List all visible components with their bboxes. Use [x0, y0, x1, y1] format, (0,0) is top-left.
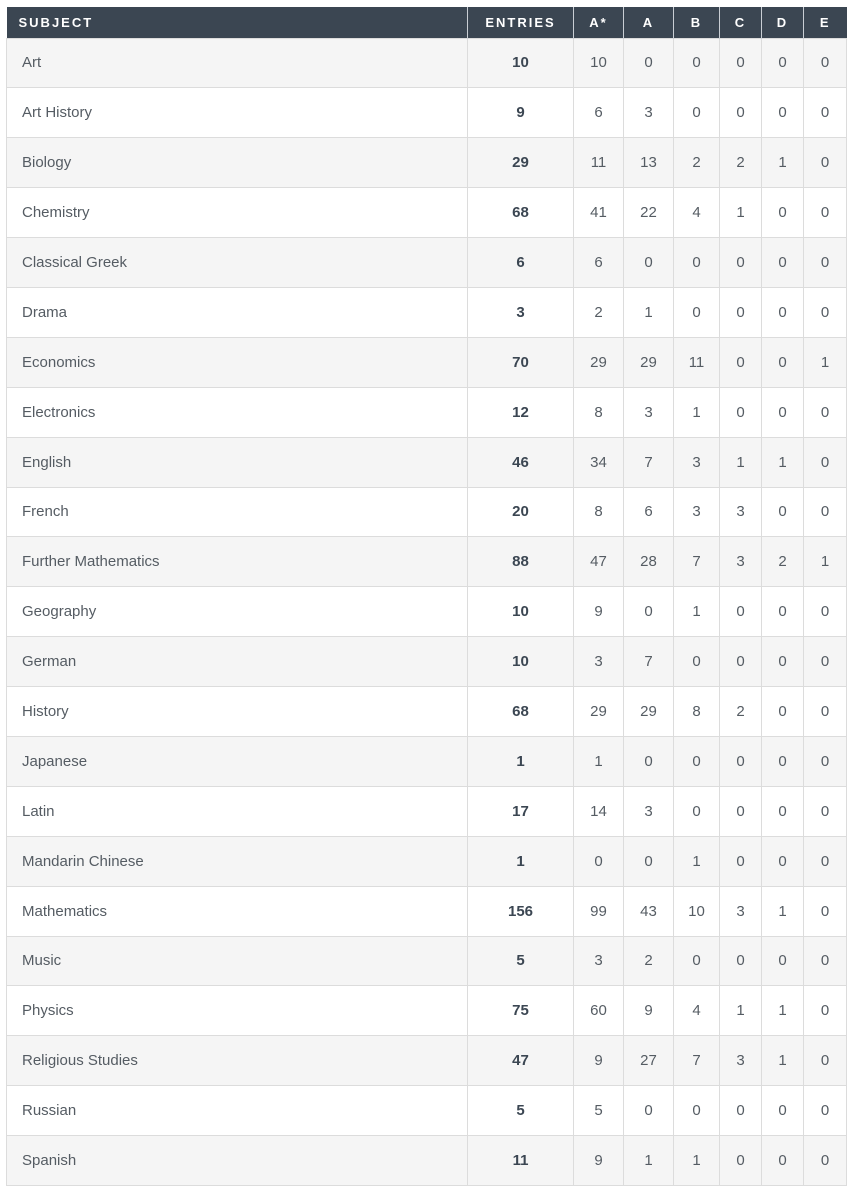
grade-e-cell: 0	[804, 736, 847, 786]
grade-d-cell: 0	[762, 786, 804, 836]
grade-b-cell: 1	[674, 836, 720, 886]
subject-cell: Art	[7, 38, 468, 88]
grade-a-cell: 0	[624, 736, 674, 786]
grade-astar-cell: 10	[574, 38, 624, 88]
grade-b-cell: 11	[674, 337, 720, 387]
subject-cell: History	[7, 687, 468, 737]
grade-a-cell: 43	[624, 886, 674, 936]
table-header	[7, 7, 847, 38]
grade-e-cell: 0	[804, 836, 847, 886]
grade-c-cell: 1	[720, 188, 762, 238]
grade-c-cell: 0	[720, 337, 762, 387]
subject-cell: Music	[7, 936, 468, 986]
grade-c-cell: 0	[720, 936, 762, 986]
grade-d-cell: 0	[762, 687, 804, 737]
table-row	[7, 437, 847, 487]
entries-cell: 47	[468, 1036, 574, 1086]
grade-d-cell: 0	[762, 337, 804, 387]
grade-d-cell: 1	[762, 437, 804, 487]
grade-a-cell: 22	[624, 188, 674, 238]
header-grade-e: E	[804, 7, 847, 38]
grade-astar-cell: 29	[574, 687, 624, 737]
grade-c-cell: 0	[720, 287, 762, 337]
grade-e-cell: 0	[804, 387, 847, 437]
grade-b-cell: 3	[674, 437, 720, 487]
grade-a-cell: 13	[624, 138, 674, 188]
grade-astar-cell: 6	[574, 88, 624, 138]
entries-cell: 29	[468, 138, 574, 188]
subject-cell: English	[7, 437, 468, 487]
entries-cell: 5	[468, 936, 574, 986]
grade-astar-cell: 60	[574, 986, 624, 1036]
header-grade-astar: A*	[574, 7, 624, 38]
subject-cell: Mathematics	[7, 886, 468, 936]
grade-b-cell: 1	[674, 387, 720, 437]
entries-cell: 10	[468, 587, 574, 637]
entries-cell: 10	[468, 38, 574, 88]
grade-b-cell: 10	[674, 886, 720, 936]
subject-cell: Biology	[7, 138, 468, 188]
grade-astar-cell: 9	[574, 587, 624, 637]
grade-e-cell: 0	[804, 138, 847, 188]
grade-d-cell: 0	[762, 287, 804, 337]
table-row	[7, 537, 847, 587]
grade-astar-cell: 8	[574, 387, 624, 437]
grade-e-cell: 0	[804, 437, 847, 487]
entries-cell: 5	[468, 1086, 574, 1136]
grade-b-cell: 7	[674, 1036, 720, 1086]
subject-cell: Russian	[7, 1086, 468, 1136]
table-row	[7, 387, 847, 437]
grade-a-cell: 27	[624, 1036, 674, 1086]
grade-astar-cell: 1	[574, 736, 624, 786]
subject-cell: French	[7, 487, 468, 537]
grade-a-cell: 1	[624, 287, 674, 337]
subject-cell: Art History	[7, 88, 468, 138]
grade-a-cell: 3	[624, 88, 674, 138]
entries-cell: 12	[468, 387, 574, 437]
grade-b-cell: 0	[674, 637, 720, 687]
grade-b-cell: 0	[674, 1086, 720, 1136]
table-row	[7, 886, 847, 936]
grade-d-cell: 0	[762, 88, 804, 138]
grade-c-cell: 1	[720, 437, 762, 487]
grade-astar-cell: 3	[574, 637, 624, 687]
grade-e-cell: 0	[804, 687, 847, 737]
entries-cell: 10	[468, 637, 574, 687]
grade-b-cell: 2	[674, 138, 720, 188]
table-row	[7, 736, 847, 786]
table-row	[7, 1086, 847, 1136]
grade-astar-cell: 5	[574, 1086, 624, 1136]
grade-a-cell: 9	[624, 986, 674, 1036]
entries-cell: 1	[468, 836, 574, 886]
header-grade-a: A	[624, 7, 674, 38]
grade-astar-cell: 2	[574, 287, 624, 337]
grade-c-cell: 3	[720, 537, 762, 587]
grade-d-cell: 1	[762, 886, 804, 936]
grade-e-cell: 0	[804, 238, 847, 288]
grade-astar-cell: 41	[574, 188, 624, 238]
header-grade-c: C	[720, 7, 762, 38]
grade-astar-cell: 99	[574, 886, 624, 936]
entries-cell: 68	[468, 687, 574, 737]
table-row	[7, 38, 847, 88]
grade-a-cell: 3	[624, 786, 674, 836]
table-row	[7, 786, 847, 836]
grade-e-cell: 0	[804, 38, 847, 88]
grade-e-cell: 0	[804, 287, 847, 337]
grade-astar-cell: 8	[574, 487, 624, 537]
grade-c-cell: 0	[720, 836, 762, 886]
table-row	[7, 637, 847, 687]
grade-b-cell: 8	[674, 687, 720, 737]
entries-cell: 1	[468, 736, 574, 786]
table-row	[7, 1136, 847, 1186]
grade-a-cell: 0	[624, 238, 674, 288]
grade-e-cell: 0	[804, 487, 847, 537]
table-body	[7, 38, 847, 1185]
table-row	[7, 587, 847, 637]
grade-a-cell: 7	[624, 437, 674, 487]
grade-c-cell: 0	[720, 736, 762, 786]
grade-a-cell: 3	[624, 387, 674, 437]
grade-a-cell: 1	[624, 1136, 674, 1186]
subject-cell: Spanish	[7, 1136, 468, 1186]
subject-cell: Mandarin Chinese	[7, 836, 468, 886]
grade-c-cell: 0	[720, 786, 762, 836]
grade-e-cell: 0	[804, 587, 847, 637]
grade-b-cell: 4	[674, 986, 720, 1036]
grade-astar-cell: 0	[574, 836, 624, 886]
grade-d-cell: 2	[762, 537, 804, 587]
grade-c-cell: 2	[720, 687, 762, 737]
table-row	[7, 986, 847, 1036]
grade-e-cell: 0	[804, 1036, 847, 1086]
grade-a-cell: 2	[624, 936, 674, 986]
grade-c-cell: 0	[720, 38, 762, 88]
grade-d-cell: 0	[762, 936, 804, 986]
grade-b-cell: 0	[674, 238, 720, 288]
grade-c-cell: 1	[720, 986, 762, 1036]
table-row	[7, 936, 847, 986]
grade-c-cell: 3	[720, 487, 762, 537]
subject-cell: Physics	[7, 986, 468, 1036]
subject-cell: Further Mathematics	[7, 537, 468, 587]
table-row	[7, 138, 847, 188]
grade-d-cell: 0	[762, 587, 804, 637]
grade-e-cell: 0	[804, 936, 847, 986]
subject-cell: Electronics	[7, 387, 468, 437]
table-row	[7, 687, 847, 737]
grade-b-cell: 0	[674, 88, 720, 138]
header-grade-d: D	[762, 7, 804, 38]
subject-cell: Japanese	[7, 736, 468, 786]
entries-cell: 88	[468, 537, 574, 587]
grade-c-cell: 0	[720, 637, 762, 687]
grade-astar-cell: 11	[574, 138, 624, 188]
grade-a-cell: 0	[624, 38, 674, 88]
grade-d-cell: 0	[762, 238, 804, 288]
table-row	[7, 836, 847, 886]
grade-astar-cell: 6	[574, 238, 624, 288]
grade-b-cell: 3	[674, 487, 720, 537]
grade-e-cell: 0	[804, 986, 847, 1036]
grade-e-cell: 0	[804, 1136, 847, 1186]
grade-e-cell: 0	[804, 188, 847, 238]
grade-c-cell: 0	[720, 238, 762, 288]
grade-b-cell: 7	[674, 537, 720, 587]
grade-a-cell: 29	[624, 687, 674, 737]
grade-astar-cell: 9	[574, 1136, 624, 1186]
header-subject: SUBJECT	[7, 7, 468, 38]
grade-d-cell: 0	[762, 38, 804, 88]
table-row	[7, 337, 847, 387]
subject-cell: Religious Studies	[7, 1036, 468, 1086]
grade-e-cell: 1	[804, 337, 847, 387]
grade-c-cell: 0	[720, 1136, 762, 1186]
entries-cell: 156	[468, 886, 574, 936]
grade-b-cell: 1	[674, 1136, 720, 1186]
grade-d-cell: 0	[762, 637, 804, 687]
entries-cell: 17	[468, 786, 574, 836]
grade-e-cell: 0	[804, 637, 847, 687]
grade-c-cell: 2	[720, 138, 762, 188]
subject-cell: Geography	[7, 587, 468, 637]
grade-astar-cell: 9	[574, 1036, 624, 1086]
grade-a-cell: 0	[624, 587, 674, 637]
grade-d-cell: 0	[762, 736, 804, 786]
grade-e-cell: 0	[804, 1086, 847, 1136]
entries-cell: 75	[468, 986, 574, 1036]
subject-cell: Chemistry	[7, 188, 468, 238]
grade-c-cell: 0	[720, 587, 762, 637]
grade-e-cell: 0	[804, 886, 847, 936]
header-grade-b: B	[674, 7, 720, 38]
grade-a-cell: 0	[624, 836, 674, 886]
grade-d-cell: 1	[762, 138, 804, 188]
entries-cell: 6	[468, 238, 574, 288]
grade-c-cell: 0	[720, 88, 762, 138]
header-entries: ENTRIES	[468, 7, 574, 38]
subject-cell: Economics	[7, 337, 468, 387]
results-table	[6, 7, 847, 1186]
grade-b-cell: 0	[674, 936, 720, 986]
subject-cell: Classical Greek	[7, 238, 468, 288]
grade-b-cell: 0	[674, 38, 720, 88]
grade-a-cell: 7	[624, 637, 674, 687]
grade-a-cell: 6	[624, 487, 674, 537]
entries-cell: 3	[468, 287, 574, 337]
grade-e-cell: 0	[804, 88, 847, 138]
grade-b-cell: 0	[674, 736, 720, 786]
grade-b-cell: 4	[674, 188, 720, 238]
subject-cell: Drama	[7, 287, 468, 337]
table-row	[7, 487, 847, 537]
grade-d-cell: 0	[762, 836, 804, 886]
grade-e-cell: 1	[804, 537, 847, 587]
grade-d-cell: 0	[762, 188, 804, 238]
table-row	[7, 188, 847, 238]
grade-d-cell: 0	[762, 1086, 804, 1136]
grade-c-cell: 0	[720, 387, 762, 437]
grade-d-cell: 0	[762, 387, 804, 437]
table-row	[7, 238, 847, 288]
grade-b-cell: 1	[674, 587, 720, 637]
entries-cell: 70	[468, 337, 574, 387]
subject-cell: Latin	[7, 786, 468, 836]
entries-cell: 9	[468, 88, 574, 138]
grade-a-cell: 29	[624, 337, 674, 387]
grade-astar-cell: 29	[574, 337, 624, 387]
grade-a-cell: 28	[624, 537, 674, 587]
grade-a-cell: 0	[624, 1086, 674, 1136]
grade-d-cell: 0	[762, 1136, 804, 1186]
grade-e-cell: 0	[804, 786, 847, 836]
table-row	[7, 88, 847, 138]
header-row	[7, 7, 847, 38]
entries-cell: 11	[468, 1136, 574, 1186]
grade-d-cell: 1	[762, 986, 804, 1036]
grade-b-cell: 0	[674, 287, 720, 337]
grade-b-cell: 0	[674, 786, 720, 836]
grade-c-cell: 3	[720, 1036, 762, 1086]
entries-cell: 46	[468, 437, 574, 487]
grade-astar-cell: 34	[574, 437, 624, 487]
entries-cell: 20	[468, 487, 574, 537]
grade-c-cell: 3	[720, 886, 762, 936]
grade-astar-cell: 14	[574, 786, 624, 836]
grade-astar-cell: 47	[574, 537, 624, 587]
grade-c-cell: 0	[720, 1086, 762, 1136]
table-row	[7, 1036, 847, 1086]
grade-d-cell: 1	[762, 1036, 804, 1086]
subject-cell: German	[7, 637, 468, 687]
table-row	[7, 287, 847, 337]
grade-d-cell: 0	[762, 487, 804, 537]
grade-astar-cell: 3	[574, 936, 624, 986]
entries-cell: 68	[468, 188, 574, 238]
